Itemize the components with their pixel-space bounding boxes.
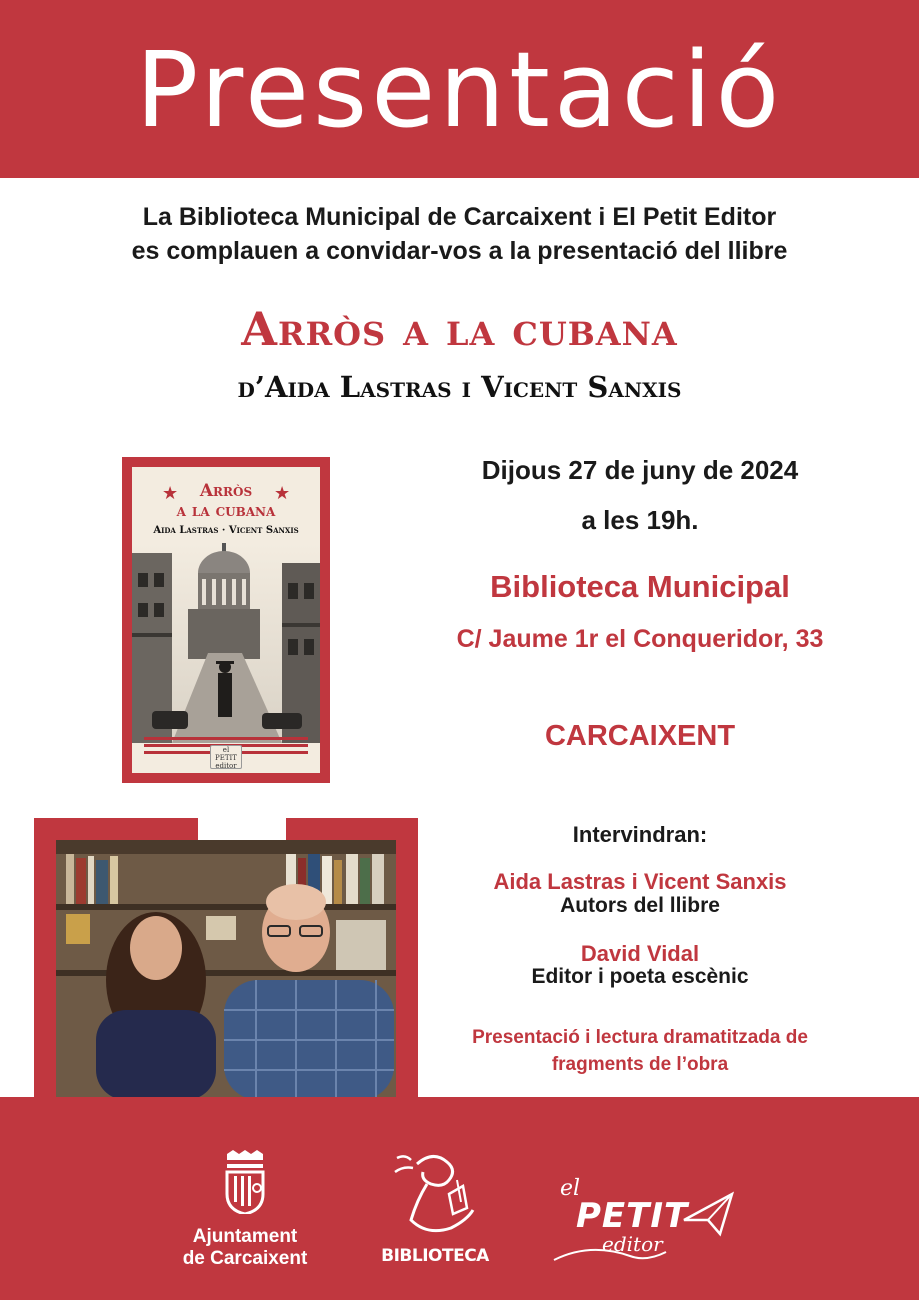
book-cover — [132, 467, 320, 773]
star-icon: ★ — [162, 483, 179, 504]
ajuntament-logo — [170, 1150, 320, 1270]
speaker-name: David Vidal — [580, 941, 700, 966]
event-date: Dijous 27 de juny de 2024 — [481, 455, 799, 485]
coat-of-arms-icon — [221, 1150, 269, 1214]
intro-line-2: es complauen a convidar-vos a la presentació del llibre — [131, 237, 788, 265]
header-band — [0, 0, 919, 178]
cover-title-line-2: a la cubana — [176, 501, 276, 521]
authors-photo — [56, 840, 396, 1100]
biblioteca-logo — [380, 1150, 490, 1266]
speaker-role: Autors del llibre — [560, 894, 720, 917]
biblioteca-logo-text: BIBLIOTECA — [381, 1246, 489, 1266]
ajuntament-logo-text — [170, 1226, 320, 1270]
petit-editor-logo — [550, 1176, 740, 1276]
cover-title — [132, 481, 320, 521]
cover-publisher-logo: el PETIT editor — [210, 745, 242, 769]
speaker-name: Aida Lastras i Vicent Sanxis — [493, 869, 787, 894]
book-cover-frame — [122, 457, 330, 783]
intro-text — [0, 200, 919, 268]
intro-line-1: La Biblioteca Municipal de Carcaixent i El Petit Editor — [142, 203, 777, 231]
frame-notch — [198, 818, 286, 840]
paper-plane-icon — [680, 1190, 736, 1240]
event-time: a les 19h. — [581, 505, 699, 535]
speaker-role: Editor i poeta escènic — [531, 965, 749, 988]
book-title: Arròs a la cubana — [241, 302, 678, 356]
reader-figure-icon — [387, 1150, 483, 1240]
cover-title-line-1: Arròs — [199, 481, 253, 501]
petit-editor-logo-editor: editor — [602, 1232, 663, 1256]
authors-photo-illustration — [56, 840, 396, 1100]
cover-illustration — [132, 543, 320, 743]
authors-photo-frame — [34, 818, 418, 1100]
ajuntament-logo-line-1: Ajuntament — [192, 1226, 298, 1247]
event-note — [440, 1024, 840, 1078]
cover-authors: Aida Lastras · Vicent Sanxis — [153, 525, 299, 536]
event-town: CARCAIXENT — [544, 720, 736, 752]
event-venue: Biblioteca Municipal — [490, 569, 790, 604]
event-address: C/ Jaume 1r el Conqueridor, 33 — [456, 625, 824, 653]
book-authors: d’Aida Lastras i Vicent Sanxis — [237, 370, 682, 404]
event-note-line-2: fragments de l’obra — [551, 1054, 729, 1075]
ajuntament-logo-line-2: de Carcaixent — [182, 1248, 308, 1269]
page-title: Presentació — [135, 29, 784, 151]
swoosh-icon — [550, 1238, 670, 1268]
star-icon: ★ — [274, 483, 291, 504]
petit-editor-logo-el: el — [560, 1176, 581, 1201]
speakers-heading: Intervindran: — [572, 822, 708, 847]
event-note-line-1: Presentació i lectura dramatitzada de — [472, 1027, 808, 1048]
petit-editor-logo-petit: PETIT — [576, 1196, 689, 1236]
